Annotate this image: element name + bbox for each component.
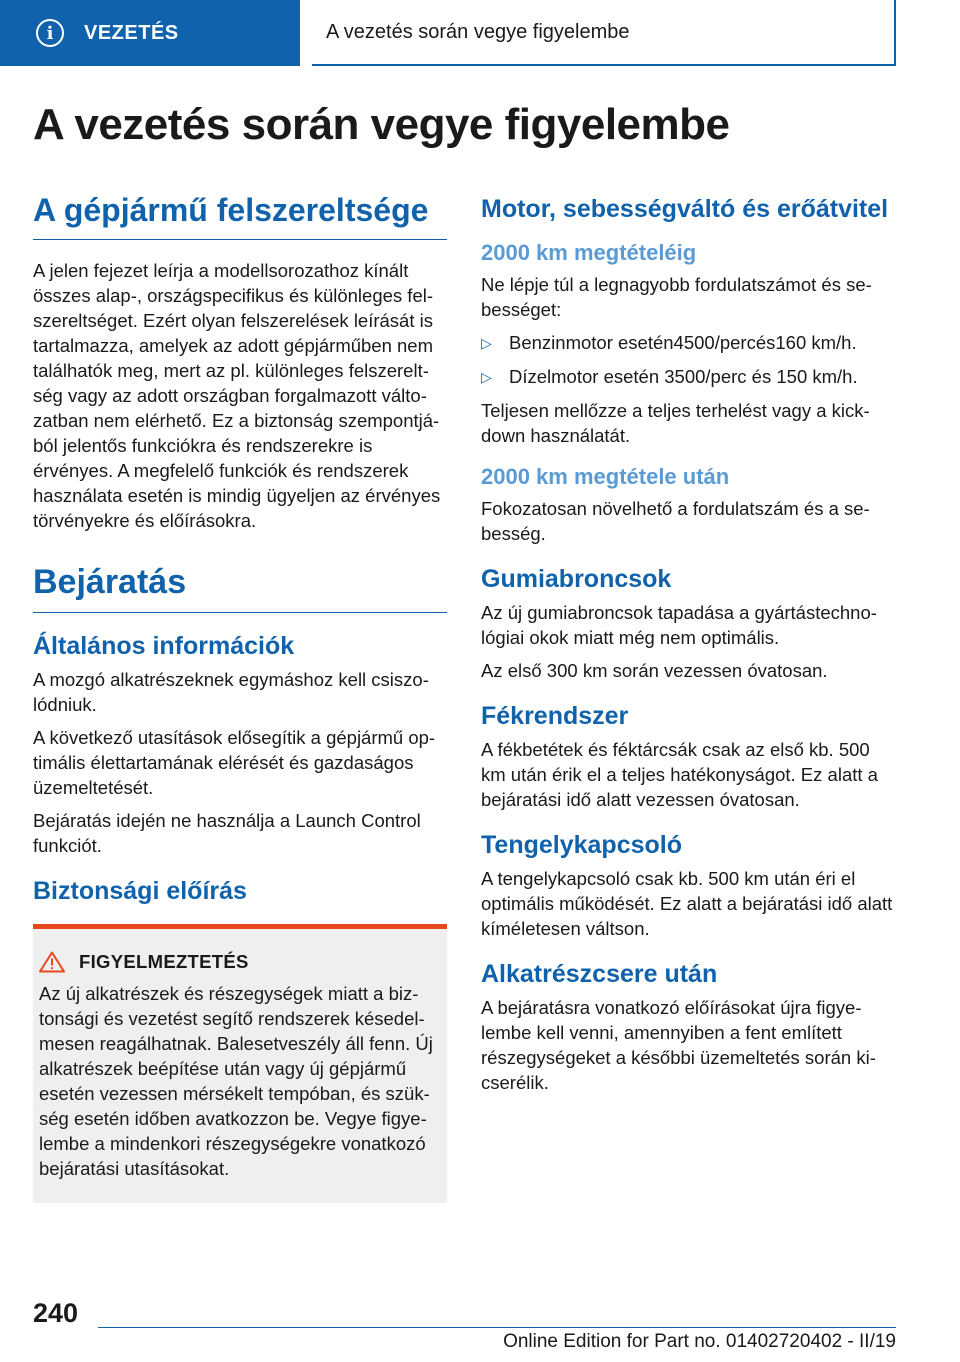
triangle-bullet-icon: ▷ (481, 335, 492, 351)
parts-text: A bejáratásra vonatkozó előírásokat újra figye-lembe kell venni, amennyiben a fent említett részegységeket a későbbi üzemeltetés során ki-cserélik. (481, 997, 876, 1093)
header-title-box (312, 0, 896, 66)
safety-heading: Biztonsági előírás (33, 876, 247, 905)
warning-text: Az új alkatrészek és részegységek miatt a biz-tonsági és vezetést segítő rendszerek késedel-mesen reagálhatnak. Balesetveszély áll fenn. Új alkatrészek beépítése után vagy új gépjármű esetén vezessen mérsékelt tempóban, és szük-ség esetén időben avatkozzon be. Vegye figye-lembe a mindenkori részegységekre vonatkozó bejáratási utasításokat. (39, 982, 433, 1179)
equipment-text: A jelen fejezet leírja a modellsorozathoz kínált összes alap-, országspecifikus és különleges fel-szereltséget. Ezért olyan felszerelések leírását is tartalmazza, amelyek az adott gépjárműben nem találhatók meg, mert az pl. különleges felszerelt-ség vagy az adott országban forgalmazott válto-zatban nem elérhető. Ez a biztonság szempontjá-ból jelentős funkciókra és rendszerekre is érvényes. A megfelelő funkciók és rendszerek használata esetén is mindig ügyeljen az érvényes törvényekre és előírásokra. (33, 259, 441, 531)
triangle-bullet-icon: ▷ (481, 369, 492, 385)
parts-heading: Alkatrészcsere után (481, 960, 718, 988)
header-title: A vezetés során vegye figyelembe (326, 20, 630, 43)
tires-text-1: Az új gumiabroncsok tapadása a gyártástechno-lógiai okok miatt még nem optimális. (481, 602, 877, 648)
clutch-heading: Tengelykapcsoló (481, 831, 682, 859)
general-info-p1: A mozgó alkatrészeknek egymáshoz kell csiszo-lódniuk. (33, 668, 429, 715)
warning-triangle-icon (39, 951, 65, 973)
general-info-heading: Általános információk (33, 631, 295, 660)
footer-edition-text: Online Edition for Part no. 01402720402 - II/19 (503, 1331, 896, 1352)
right-column (481, 192, 896, 1103)
km-until-text-2: Teljesen mellőzze a teljes terhelést vagy a kick-down használatát. (481, 400, 870, 446)
list-item (481, 330, 896, 356)
info-icon: i (36, 19, 64, 47)
tires-text-2: Az első 300 km során vezessen óvatosan. (481, 660, 828, 681)
page-number: 240 (33, 1298, 79, 1328)
tires-heading: Gumiabroncsok (481, 565, 672, 593)
page-title: A vezetés során vegye figyelembe (33, 100, 730, 149)
km-until-heading: 2000 km megtételéig (481, 240, 697, 265)
km-until-text: Ne lépje túl a legnagyobb fordulatszámot és se-bességet: (481, 274, 872, 320)
engine-heading: Motor, sebességváltó és erőátvitel (481, 195, 889, 223)
footer-divider (98, 1327, 896, 1328)
left-column (33, 192, 447, 1203)
brakes-heading: Fékrendszer (481, 702, 629, 730)
section-tab[interactable] (0, 0, 300, 66)
breakin-heading: Bejáratás (33, 563, 447, 613)
section-tab-label: VEZETÉS (84, 21, 179, 44)
km-after-heading: 2000 km megtétele után (481, 464, 730, 489)
page-header (0, 0, 960, 66)
km-after-text: Fokozatosan növelhető a fordulatszám és a se-besség. (481, 498, 870, 544)
clutch-text: A tengelykapcsoló csak kb. 500 km után éri el optimális működését. Ez alatt a bejáratási idő alatt kíméletesen váltson. (481, 868, 893, 939)
brakes-text: A fékbetétek és féktárcsák csak az első kb. 500 km után érik el a teljes hatékonyságot. Ez alatt a bejáratási idő alatt vezessen óvatosan. (481, 739, 878, 810)
list-item-text: Benzinmotor esetén4500/percés160 km/h. (509, 332, 857, 353)
list-item-text: Dízelmotor esetén 3500/perc és 150 km/h. (509, 366, 858, 387)
equipment-heading: A gépjármű felszereltsége (33, 192, 447, 240)
warning-header (39, 951, 433, 973)
list-item (481, 364, 896, 390)
warning-box (33, 924, 447, 1203)
warning-title: FIGYELMEZTETÉS (79, 950, 249, 972)
general-info-p2: A következő utasítások elősegítik a gépjármű op-timális élettartamának elérését és gazdaságos üzemeltetését. (33, 726, 436, 798)
general-info-p3: Bejáratás idején ne használja a Launch Control funkciót. (33, 809, 421, 856)
